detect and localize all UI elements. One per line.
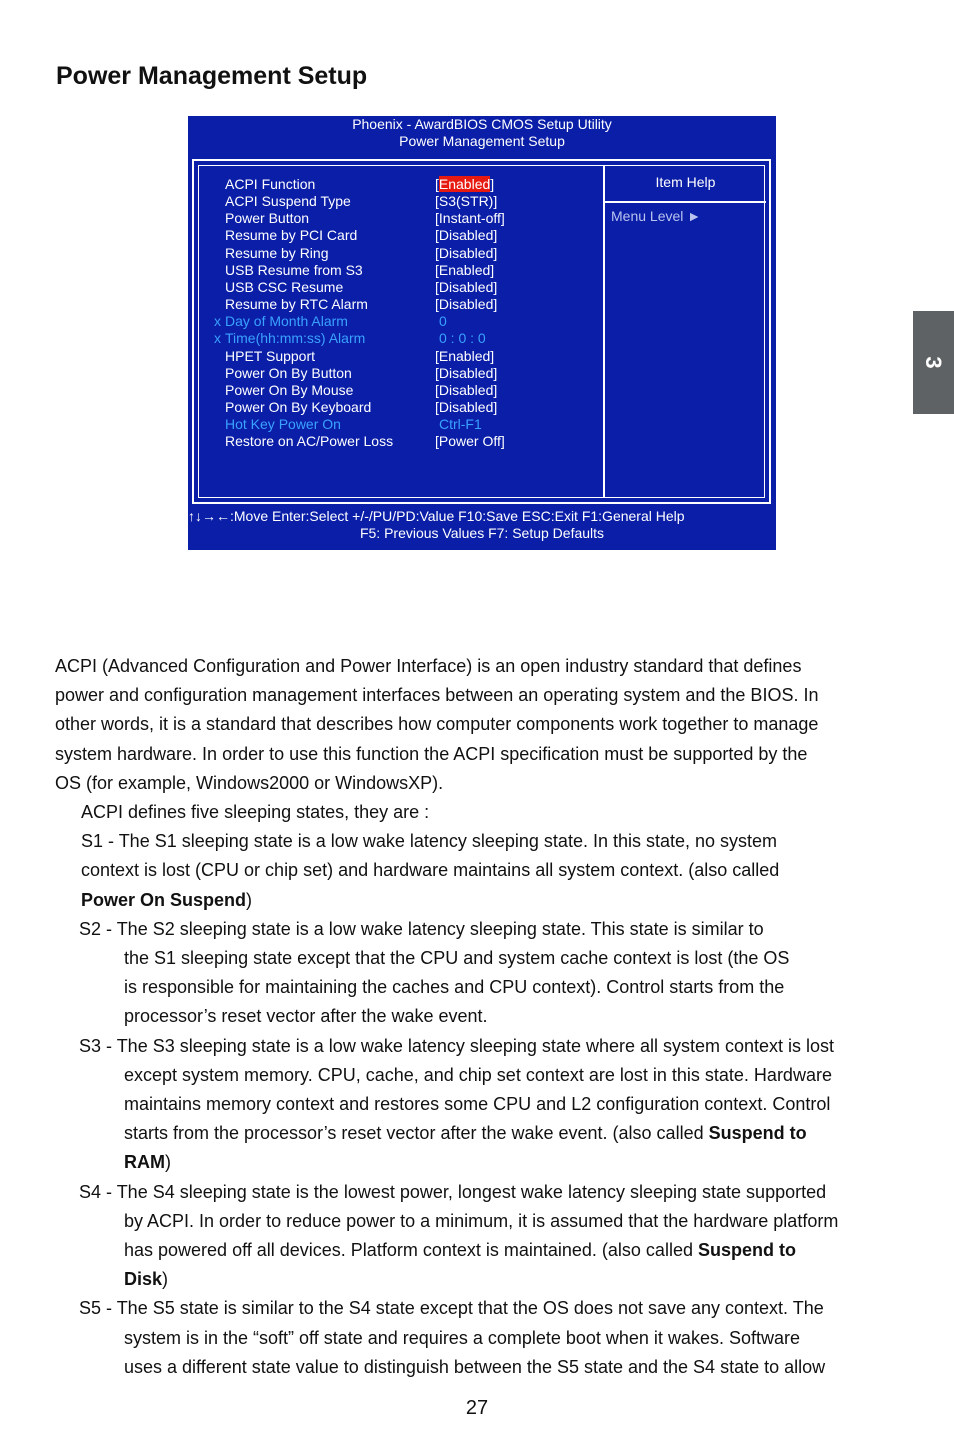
setting-label: USB CSC Resume xyxy=(225,278,344,295)
selected-value[interactable]: Enabled xyxy=(438,176,491,192)
s3-tail: ) xyxy=(165,1152,171,1173)
setting-value[interactable]: [S3(STR)] xyxy=(435,193,498,210)
page-number: 27 xyxy=(465,1397,489,1419)
setting-unavailable-mark: x xyxy=(214,313,221,330)
s4-line3-text: has powered off all devices. Platform context is maintained. (also called xyxy=(124,1240,698,1261)
setting-value[interactable] xyxy=(435,176,494,193)
setting-label: Power On By Keyboard xyxy=(225,398,372,415)
setting-label: ACPI Suspend Type xyxy=(225,193,351,210)
intro-line: system hardware. In order to use this function the ACPI specification must be supported by the xyxy=(55,743,808,764)
setting-value[interactable]: [Enabled] xyxy=(435,347,495,364)
setting-value[interactable]: [Enabled] xyxy=(435,261,495,278)
setting-label: Hot Key Power On xyxy=(225,416,341,433)
s3-line xyxy=(55,1148,915,1177)
setting-value[interactable]: [Disabled] xyxy=(435,364,498,381)
page-title: Power Management Setup xyxy=(56,62,368,90)
s4-tail: ) xyxy=(162,1269,169,1290)
setting-label: Resume by PCI Card xyxy=(225,227,358,244)
s4-line: by ACPI. In order to reduce power to a minimum, it is assumed that the hardware platform xyxy=(124,1210,839,1231)
bracket-open: [ xyxy=(435,176,439,192)
setting-value[interactable]: [Disabled] xyxy=(435,278,498,295)
setting-value: 0 xyxy=(439,313,447,330)
intro-line: OS (for example, Windows2000 or WindowsXP). xyxy=(55,772,444,793)
chapter-number: 3 xyxy=(921,356,946,369)
s2-line: is responsible for maintaining the caches and CPU context). Control starts from the xyxy=(124,977,785,998)
bios-key-help-2-text: F5: Previous Values F7: Setup Defaults xyxy=(359,525,605,541)
menu-level: Menu Level ► xyxy=(611,208,702,224)
bios-key-help: ↑↓→←:Move Enter:Select +/-/PU/PD:Value F10:Save ESC:Exit F1:General Help xyxy=(188,508,685,524)
help-separator xyxy=(605,201,766,203)
intro-line: other words, it is a standard that describes how computer components work together to manage xyxy=(55,714,819,735)
setting-value[interactable]: [Disabled] xyxy=(435,381,498,398)
s2-line: S2 - The S2 sleeping state is a low wake latency sleeping state. This state is similar to xyxy=(79,918,764,939)
bios-key-help-2 xyxy=(188,525,776,542)
setting-value[interactable]: [Disabled] xyxy=(435,244,498,261)
setting-value: 0 : 0 : 0 xyxy=(439,330,486,347)
body-text xyxy=(55,652,915,1382)
s1-line: context is lost (CPU or chip set) and hardware maintains all system context. (also called xyxy=(81,860,780,881)
s3-term-end: RAM xyxy=(124,1152,165,1173)
setting-label: Day of Month Alarm xyxy=(225,313,348,330)
setting-value[interactable]: [Disabled] xyxy=(435,227,498,244)
s5-line: uses a different state value to distinguish between the S5 state and the S4 state to allow xyxy=(124,1356,826,1377)
bios-frame xyxy=(192,159,771,504)
s3-line: maintains memory context and restores some CPU and L2 configuration context. Control xyxy=(124,1094,831,1115)
s3-line: S3 - The S3 sleeping state is a low wake latency sleeping state where all system context is lost xyxy=(79,1035,835,1056)
setting-label: Resume by Ring xyxy=(225,244,329,261)
s4-line xyxy=(55,1265,915,1294)
setting-value[interactable]: [Instant-off] xyxy=(435,210,505,227)
s1-term: Power On Suspend xyxy=(81,889,247,910)
bios-utility-title: Phoenix - AwardBIOS CMOS Setup Utility xyxy=(352,116,612,132)
bios-screen-title: Power Management Setup xyxy=(399,133,565,149)
setting-label: Power On By Button xyxy=(225,364,352,381)
setting-value[interactable]: [Disabled] xyxy=(435,296,498,313)
intro-line: ACPI (Advanced Configuration and Power Interface) is an open industry standard that defines xyxy=(55,656,802,676)
setting-label: Time(hh:mm:ss) Alarm xyxy=(225,330,366,347)
s4-line xyxy=(55,1236,915,1265)
s1-line xyxy=(55,886,915,915)
s1-tail: ) xyxy=(246,889,253,910)
s4-term-end: Disk xyxy=(124,1269,163,1290)
item-help-title: Item Help xyxy=(655,174,716,190)
setting-label: Power On By Mouse xyxy=(225,381,354,398)
setting-label: USB Resume from S3 xyxy=(225,261,363,278)
setting-label: Restore on AC/Power Loss xyxy=(225,433,394,450)
s2-line: processor’s reset vector after the wake event. xyxy=(124,1006,488,1027)
setting-label: HPET Support xyxy=(225,347,316,364)
setting-label: Power Button xyxy=(225,210,310,227)
s4-line: S4 - The S4 sleeping state is the lowest power, longest wake latency sleeping state supported xyxy=(79,1181,827,1202)
chapter-tab xyxy=(913,311,954,414)
s5-line: system is in the “soft” off state and requires a complete boot when it wakes. Software xyxy=(124,1327,800,1348)
s3-line4-text: starts from the processor’s reset vector after the wake event. (also called xyxy=(124,1123,709,1144)
bios-screen xyxy=(188,116,776,550)
bracket-close: ] xyxy=(490,176,495,192)
s3-line: except system memory. CPU, cache, and chip set context are lost in this state. Hardware xyxy=(124,1064,832,1085)
s4-term: Suspend to xyxy=(697,1240,796,1261)
setting-label: Resume by RTC Alarm xyxy=(225,296,368,313)
setting-unavailable-mark: x xyxy=(214,330,221,347)
s3-line xyxy=(55,1119,915,1148)
setting-value[interactable]: [Power Off] xyxy=(435,433,505,450)
setting-value: Ctrl-F1 xyxy=(439,416,482,433)
states-intro: ACPI defines five sleeping states, they are : xyxy=(81,802,430,823)
s3-term: Suspend to xyxy=(708,1123,807,1144)
s1-line: S1 - The S1 sleeping state is a low wake latency sleeping state. In this state, no system xyxy=(81,831,778,852)
intro-line: power and configuration management interfaces between an operating system and the BIOS. In xyxy=(55,685,819,706)
s2-line: the S1 sleeping state except that the CPU and system cache context is lost (the OS xyxy=(124,948,790,969)
s5-line: S5 - The S5 state is similar to the S4 state except that the OS does not save any context. The xyxy=(79,1298,824,1319)
setting-value[interactable]: [Disabled] xyxy=(435,398,498,415)
bios-divider xyxy=(603,166,605,497)
bios-inner-frame xyxy=(198,165,765,498)
setting-label: ACPI Function xyxy=(225,176,316,192)
